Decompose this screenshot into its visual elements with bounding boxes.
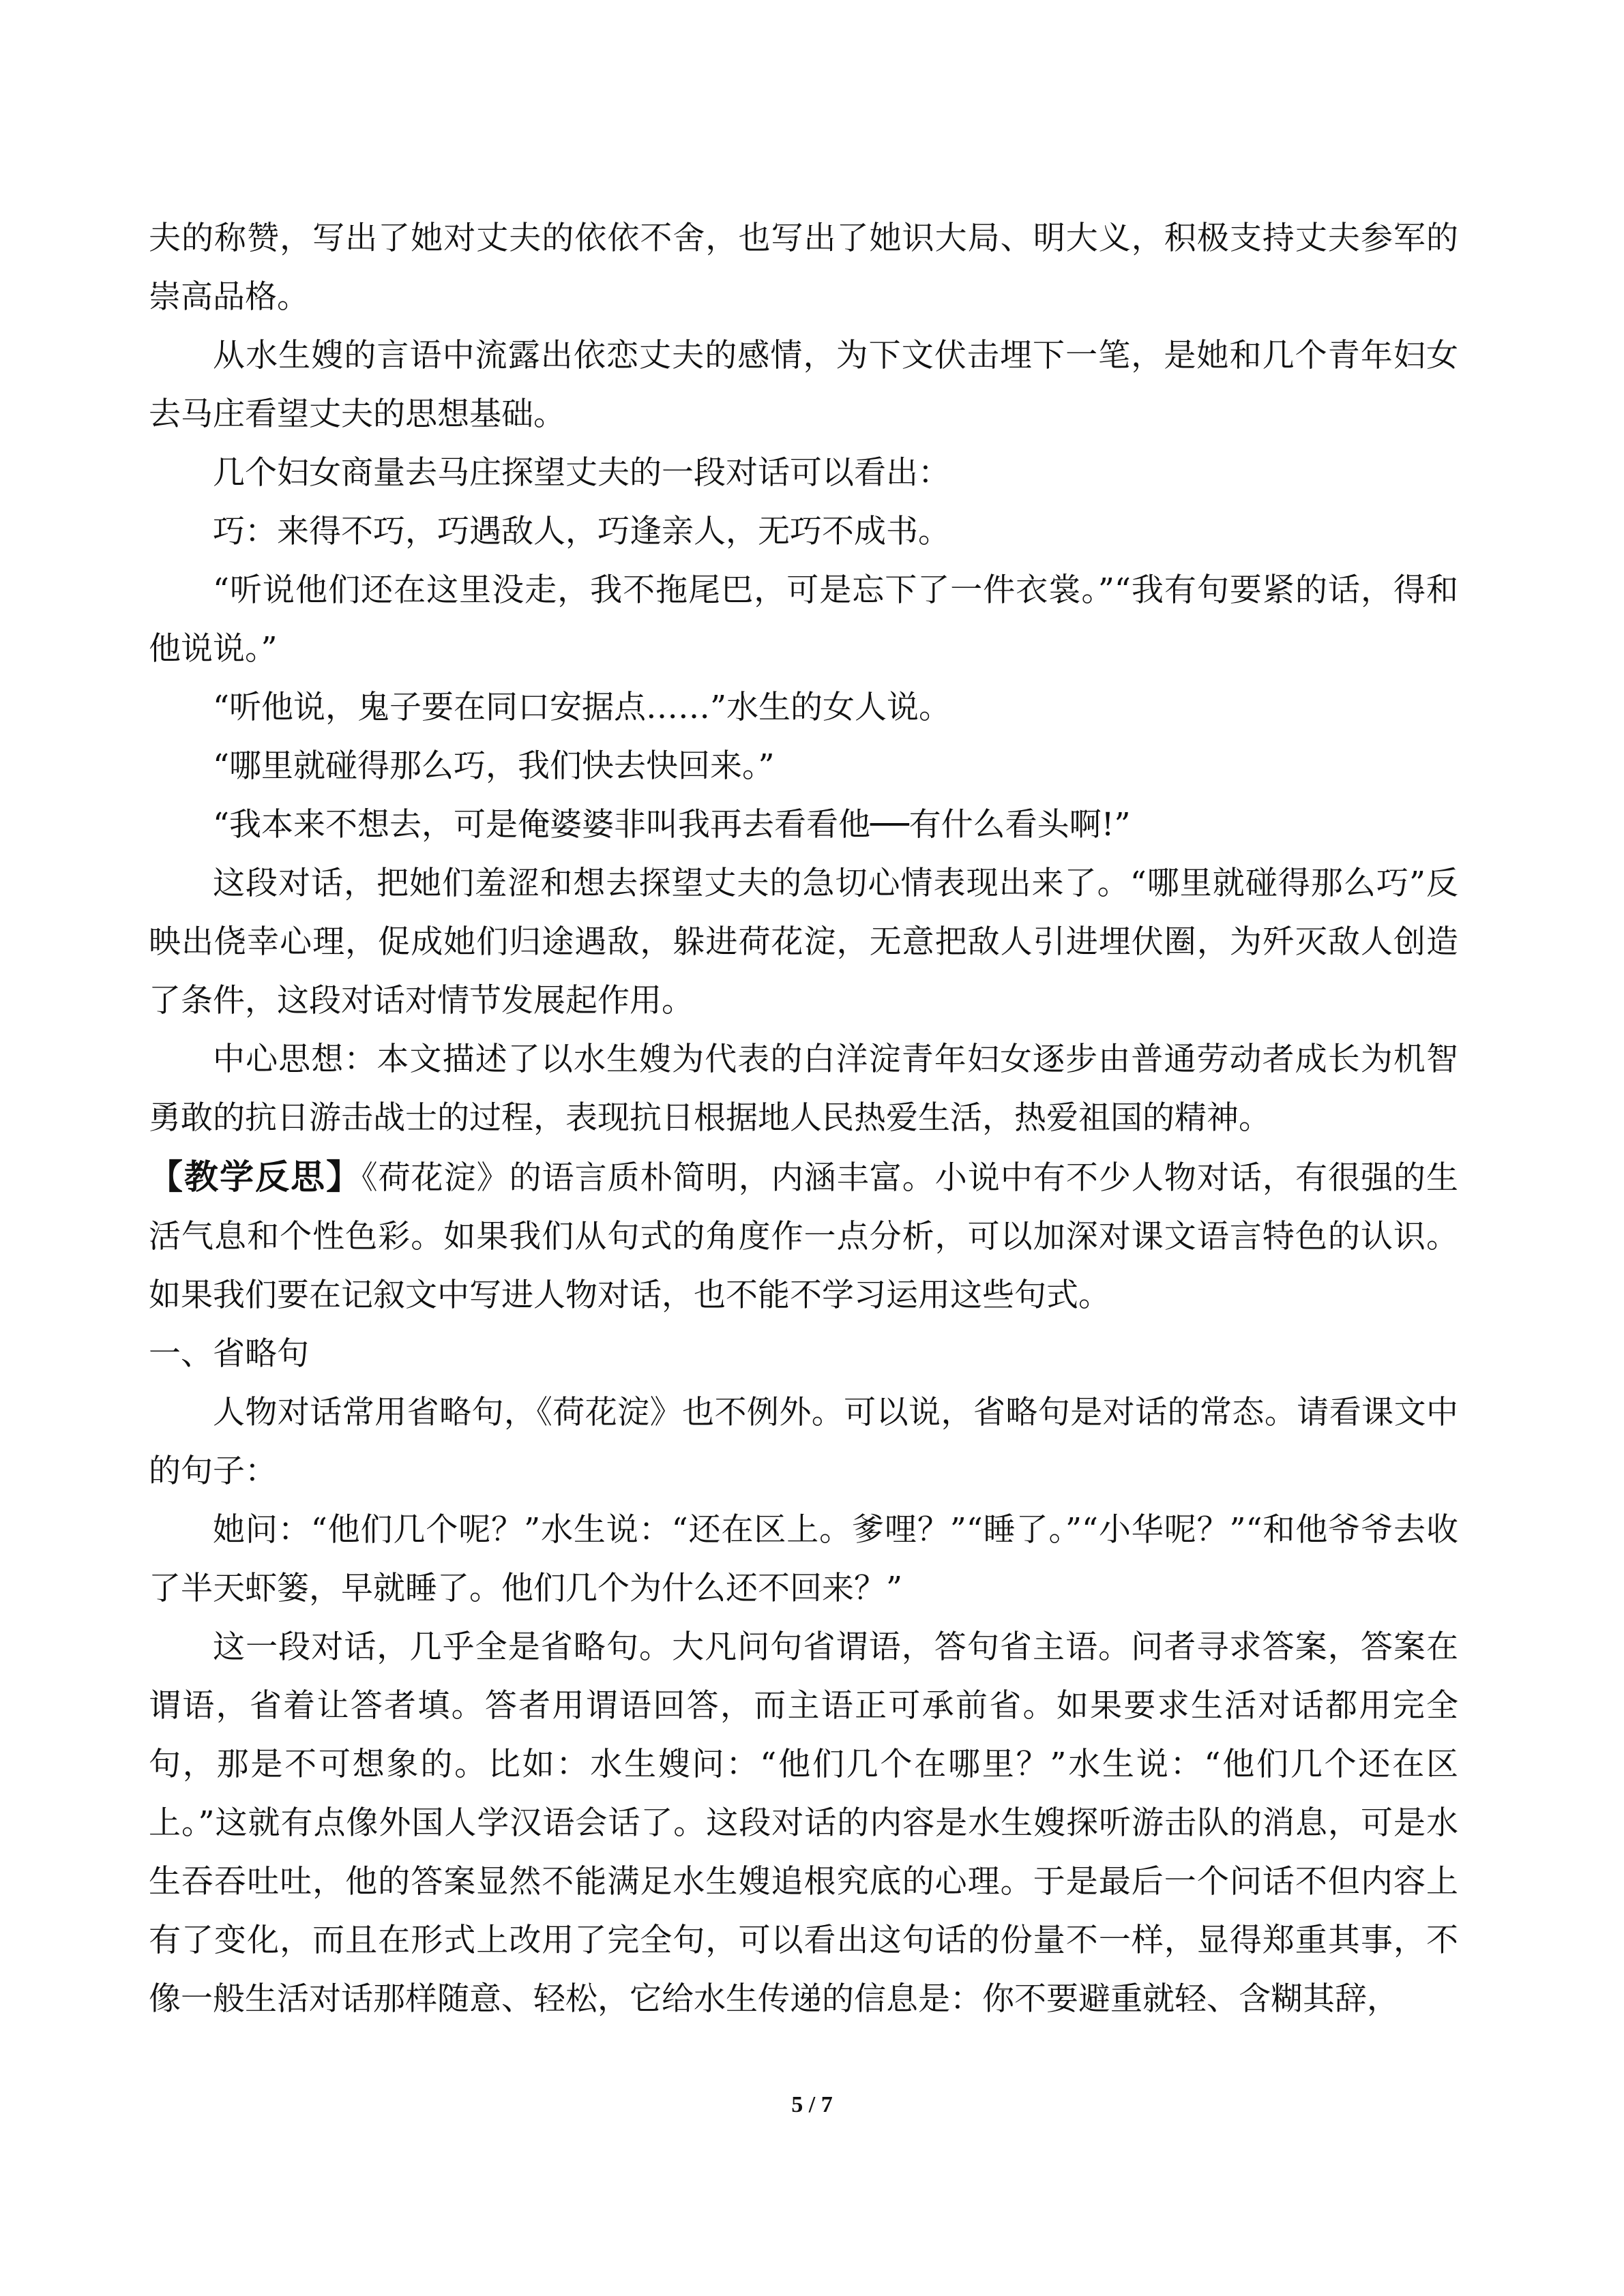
dialogue-paragraph: “哪里就碰得那么巧，我们快去快回来。” [213, 747, 775, 785]
reflection-text: 《荷花淀》的语言质朴简明，内涵丰富。小说中有不少人物对话，有很强的生活气息和个性色彩。如果我们从句式的角度作一点分析，可以加深对课文语言特色的认识。如果我们要在记叙文中写进人物对话，也不能不学习运用这些句式。 [149, 1159, 1458, 1314]
page-number: 5 / 7 [791, 2092, 833, 2117]
subheading-ellipsis: 一、省略句 [149, 1335, 309, 1373]
dialogue-paragraph: 她问：“他们几个呢？”水生说：“还在区上。爹哩？”“睡了。”“小华呢？”“和他爷爷去收了半天虾篓，早就睡了。他们几个为什么还不回来？” [149, 1511, 1458, 1607]
reflection-title: 【教学反思】 [149, 1157, 362, 1197]
paragraph: 从水生嫂的言语中流露出依恋丈夫的感情，为下文伏击埋下一笔，是她和几个青年妇女去马庄看望丈夫的思想基础。 [149, 337, 1458, 433]
dialogue-paragraph: “我本来不想去，可是俺婆婆非叫我再去看看他──有什么看头啊!” [213, 806, 1131, 844]
paragraph: 几个妇女商量去马庄探望丈夫的一段对话可以看出： [213, 454, 950, 492]
central-idea-paragraph: 中心思想：本文描述了以水生嫂为代表的白洋淀青年妇女逐步由普通劳动者成长为机智勇敢的抗日游击战士的过程，表现抗日根据地人民热爱生活，热爱祖国的精神。 [149, 1041, 1458, 1137]
paragraph: 人物对话常用省略句，《荷花淀》也不例外。可以说，省略句是对话的常态。请看课文中的句子： [149, 1394, 1458, 1490]
document-body [149, 209, 1458, 2029]
reflection-paragraph [149, 1148, 1458, 1325]
paragraph: 这段对话，把她们羞涩和想去探望丈夫的急切心情表现出来了。“哪里就碰得那么巧”反映出侥幸心理，促成她们归途遇敌，躲进荷花淀，无意把敌人引进埋伏圈，为歼灭敌人创造了条件，这段对话对情节发展起作用。 [149, 865, 1458, 1019]
dialogue-paragraph: “听他说，鬼子要在同口安据点……”水生的女人说。 [213, 689, 951, 726]
paragraph: 巧：来得不巧，巧遇敌人，巧逢亲人，无巧不成书。 [213, 513, 950, 550]
dialogue-paragraph: “听说他们还在这里没走，我不拖尾巴，可是忘下了一件衣裳。”“我有句要紧的话，得和他说说。” [149, 571, 1458, 668]
paragraph: 夫的称赞，写出了她对丈夫的依依不舍，也写出了她识大局、明大义，积极支持丈夫参军的崇高品格。 [149, 220, 1458, 316]
paragraph: 这一段对话，几乎全是省略句。大凡问句省谓语，答句省主语。问者寻求答案，答案在谓语，省着让答者填。答者用谓语回答，而主语正可承前省。如果要求生活对话都用完全句，那是不可想象的。比如：水生嫂问：“他们几个在哪里？”水生说：“他们几个还在区上。”这就有点像外国人学汉语会话了。这段对话的内容是水生嫂探听游击队的消息，可是水生吞吞吐吐，他的答案显然不能满足水生嫂追根究底的心理。于是最后一个问话不但内容上有了变化，而且在形式上改用了完全句，可以看出这句话的份量不一样，显得郑重其事，不像一般生活对话那样随意、轻松，它给水生传递的信息是：你不要避重就轻、含糊其辞， [149, 1628, 1458, 2018]
